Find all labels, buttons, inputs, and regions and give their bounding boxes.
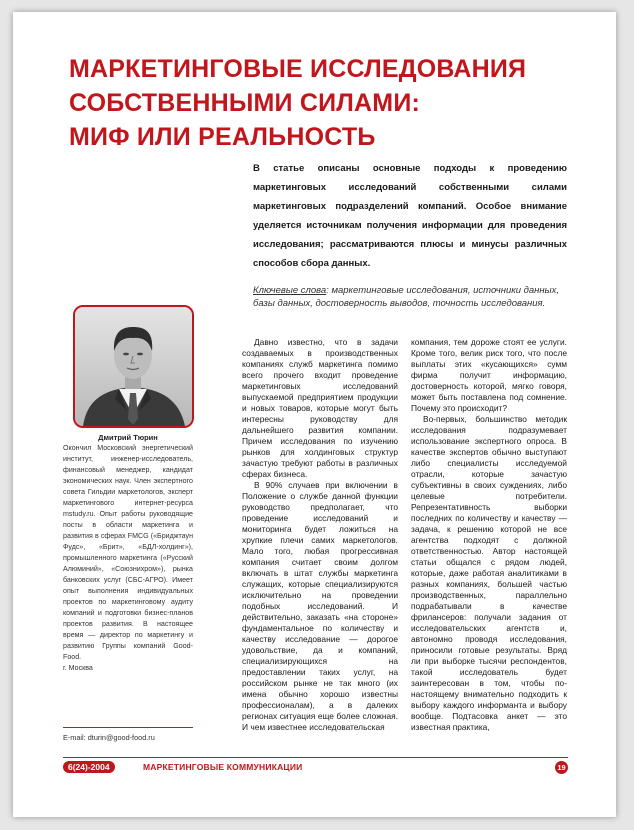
body-paragraph: Во-первых, большинство методик исследования подразумевает использование экспертного опроса. В качестве экспертов обычно выступают либо специалисты исследуемой отрасли, которые зачастую субъективны в своих суждениях, либо целевые потребители. Репрезентативность выборки последних по количеству и качеству — задача, к решению которой не все агентства подходят с должной ответственностью. Автор настоящей статьи общался с рядом людей, которые, даже работая аналитиками в разных компаниях, большей частью производственных, параллельно подрабатывали в качестве фрилансеров: получали задания от исследовательских агентств и, автономно проводя исследования, приносили готовые результаты. Вряд ли при выборке тысячи респондентов, такой исследователь будет заинтересован в том, чтобы по-настоящему внимательно подходить к выбору каждого информанта и выбору вообще. Подтасовка анкет — это известная практика, (411, 414, 567, 732)
body-paragraph: компания, тем дороже стоят ее услуги. Кроме того, велик риск того, что после выплаты этих «кусающихся» сумм фирма получит информацию, достоверность которой, мягко говоря, может быть поставлена под сомнение. Почему это происходит? (411, 337, 567, 413)
journal-name: МАРКЕТИНГОВЫЕ КОММУНИКАЦИИ (143, 762, 303, 772)
body-column-1 (242, 337, 398, 757)
body-paragraph: Давно известно, что в задачи создаваемых в производственных компаниях служб маркетинга помимо всего прочего входит проведение маркетинговых исследований выпускаемой предприятием продукции и новых товаров, которые могут быть интересны руководству для дальнейшего развития компании. Причем исследования по изучению рынков для холдинговых структур зачастую требуют работы в различных сферах бизнеса. (242, 337, 398, 479)
article-abstract: В статье описаны основные подходы к проведению маркетинговых исследований собственными силами маркетинговых подразделений компаний. Особое внимание уделяется источникам получения информации для проведения исследования; рассматриваются плюсы и минусы различных способов сбора данных. (253, 163, 567, 269)
page-number: 19 (555, 761, 568, 774)
author-photo (73, 305, 194, 428)
keywords-label: Ключевые слова (253, 285, 327, 296)
author-city: г. Москва (63, 664, 93, 672)
title-line: МИФ ИЛИ РЕАЛЬНОСТЬ (69, 123, 376, 151)
author-bio-text: Окончил Московский энергетический институт, инженер-исследователь, финансовый менеджер, кандидат экономических наук. Член экспертного совета Гильдии маркетологов, эксперт маркетингового интернет-ресурса mstudy.ru. Опыт работы руководящие посты в области маркетинга и развития в сферах FMCG («Бриджтаун Фудс», «Брит», «БДЛ-холдинг»), промышленного маркетинга («Русский Алюминий», «Союзнихром»), рынка банковских услуг (СБС-АГРО). Имеет опыт выполнения индивидуальных проектов по маркетинговому аудиту компаний и подготовки бизнес-планов проектов развития. В настоящее время — директор по маркетингу и развитию Группы компаний Good-Food. (63, 444, 193, 661)
author-email: E-mail: dturin@good-food.ru (63, 733, 155, 742)
author-portrait-image (75, 307, 192, 426)
title-line: МАРКЕТИНГОВЫЕ ИССЛЕДОВАНИЯ (69, 55, 527, 83)
footer-divider (63, 757, 568, 758)
title-line: СОБСТВЕННЫМИ СИЛАМИ: (69, 89, 421, 117)
keywords-text: : маркетинговые исследования, источники данных, базы данных, достоверность выводов, точность исследования. (253, 285, 560, 309)
author-divider (63, 727, 193, 728)
author-bio (63, 443, 193, 674)
body-column-2 (411, 337, 567, 757)
article-title (69, 52, 526, 154)
author-name: Дмитрий Тюрин (98, 433, 158, 442)
page-footer (63, 761, 568, 774)
issue-badge: 6(24)-2004 (63, 761, 115, 773)
body-paragraph: В 90% случаев при включении в Положение о службе данной функции руководство предполагает, что проведение исследований и мониторинга будет ложиться на хрупкие плечи самих маркетологов. Мало того, любая прогрессивная компания считает своим долгом включать в штат службы маркетинга служащих, которые специализируются исключительно на проведении подобных исследований. И действительно, заказать «на стороне» фундаментальное по количеству и качеству исследование — дорогое удовольствие, да и компаний, специализирующихся на предоставлении таких услуг, на российском рынке не так много (их имена обычно хорошо известны профессионалам), а в далеких регионах ситуация еще более сложная. И чем известнее исследовательская (242, 480, 398, 732)
magazine-page (13, 12, 616, 817)
keywords (253, 284, 567, 310)
